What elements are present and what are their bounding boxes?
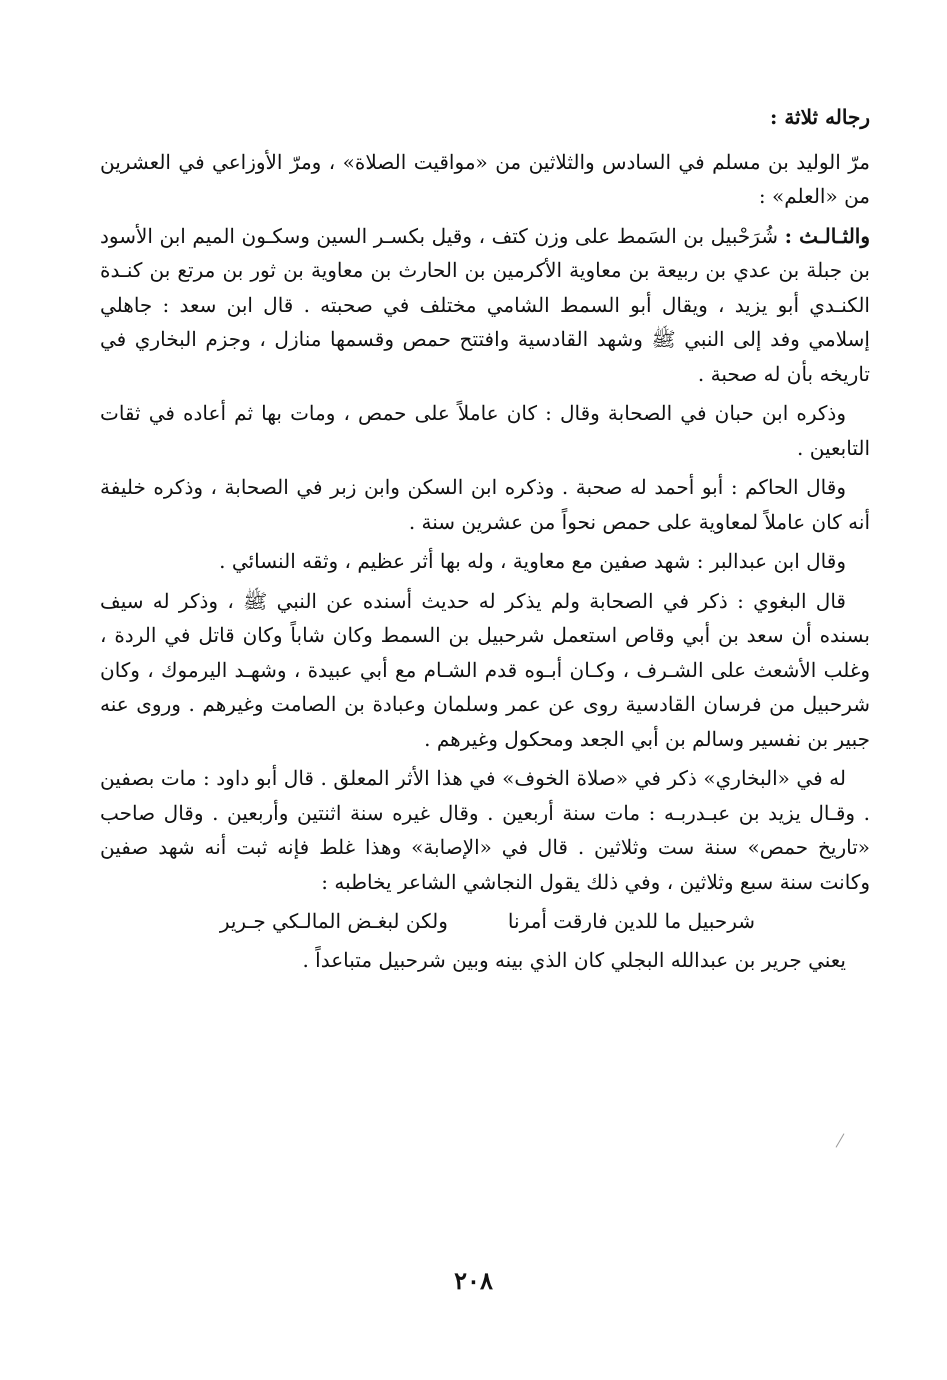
paragraph-5: وقال ابن عبدالبر : شهد صفين مع معاوية ، وله بها أثر عظيم ، وثقه النسائي . [219,549,846,573]
paragraph-2-text: شُرَحْبيل بن السَمط على وزن كتف ، وقيل بكسـر السين وسكـون الميم ابن الأسود بن جبلة بن عدي بن ربيعة بن معاوية الأكرمين بن الحارث بن معاوية بن ثور بن مرتع بن كنـدة الكنـدي أبو يزيد ، ويقال أبو السمط الشامي مختلف في صحبته . قال ابن سعد : جاهلي إسلامي وفد إلى النبي ﷺ وشهد القادسية وافتتح حمص وقسمها منازل ، وجزم البخاري في تاريخه بأن له صحبة . [100,223,870,386]
scan-mark [836,1133,845,1147]
paragraph-6: قال البغوي : ذكر في الصحابة ولم يذكر له حديث أسنده عن النبي ﷺ ، وذكر له سيف بسنده أن سعد بن أبي وقاص استعمل شرحبيل بن السمط وكان شاباً وكان قاتل في الردة ، وغلب الأشعث على الشـرف ، وكـان أبـوه قدم الشـام مع أبي عبيدة ، وشهـد اليرموك ، وكان شرحبيل من فرسان القادسية روى عن عمر وسلمان وعبادة بن الصامت وغيرهم . وروى عنه جبير بن نفسير وسالم بن أبي الجعد ومحكول وغيرهم . [100,588,870,751]
paragraph-1: مرّ الوليد بن مسلم في السادس والثلاثين من «مواقيت الصلاة» ، ومرّ الأوزاعي في العشرين من «العلم» : [100,149,870,208]
paragraph-2-label: والثـالـث : [784,223,871,248]
verse-first-hemistich: شرحبيل ما للدين فارقت أمرنا [507,909,755,933]
page-body [100,100,870,982]
paragraph-3: وذكره ابن حبان في الصحابة وقال : كان عاملاً على حمص ، ومات بها ثم أعاده في ثقات التابعين . [100,401,870,460]
verse-second-hemistich: ولكن لبغـض المالـكي جـرير [219,909,448,933]
paragraph-4: وقال الحاكم : أبو أحمد له صحبة . وذكره ابن السكن وابن زبر في الصحابة ، وذكره خليفة أنه كان عاملاً لمعاوية على حمص نحواً من عشرين سنة . [100,475,870,534]
poem-verse [100,904,870,939]
paragraph-7: له في «البخاري» ذكر في «صلاة الخوف» في هذا الأثر المعلق . قال أبو داود : مات بصفين . وقـال يزيد بن عبـدربـه : مات سنة أربعين . وقال غيره سنة اثنتين وأربعين . وقال صاحب «تاريخ حمص» سنة ست وثلاثين . قال في «الإصابة» وهذا غلط فإنه ثبت أنه شهد صفين وكانت سنة سبع وثلاثين ، وفي ذلك يقول النجاشي الشاعر يخاطبه : [100,766,870,894]
paragraph-8: يعني جرير بن عبدالله البجلي كان الذي بينه وبين شرحبيل متباعداً . [302,947,846,972]
section-heading: رجاله ثلاثة : [769,105,870,129]
paragraph-2 [100,219,870,392]
page-number: ٢٠٨ [454,1266,493,1295]
